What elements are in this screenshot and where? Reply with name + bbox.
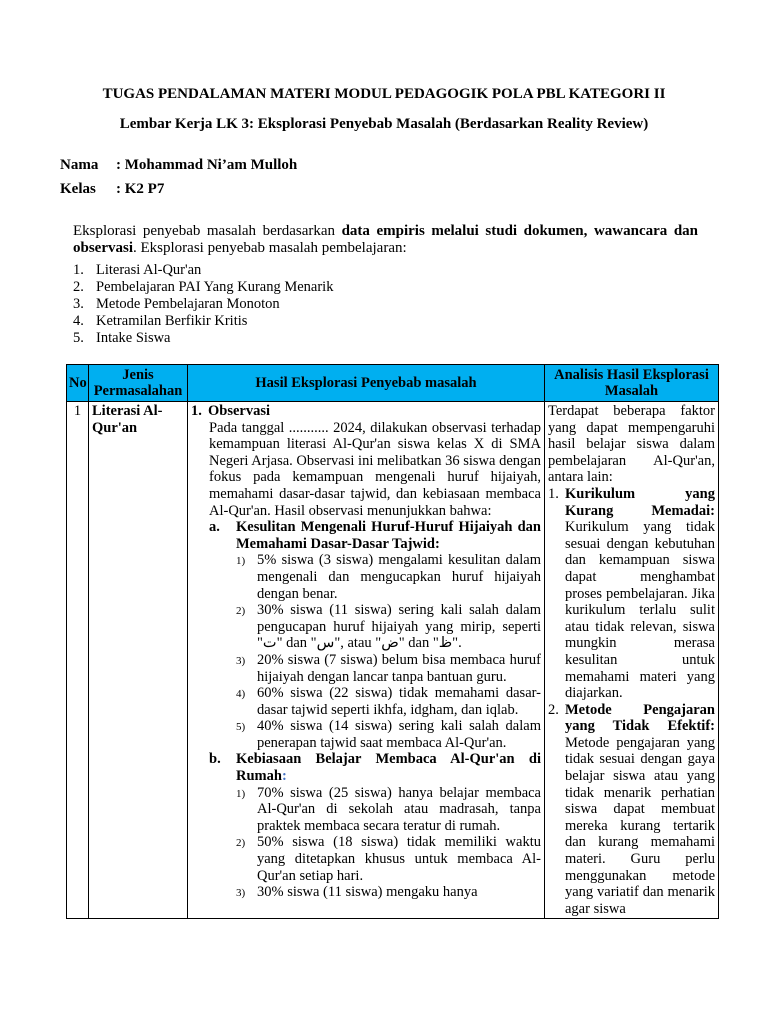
problem-item: 2. Pembelajaran PAI Yang Kurang Menarik xyxy=(73,279,334,295)
intro-paragraph xyxy=(73,223,698,257)
section-a-points xyxy=(236,552,541,751)
header-hasil: Hasil Eksplorasi Penyebab masalah xyxy=(188,365,545,402)
analysis-intro: Terdapat beberapa faktor yang dapat mempengaruhi hasil belajar siswa dalam pembelajaran Al-Qur'an, antara lain: xyxy=(548,403,715,486)
list-item: 1) 70% siswa (25 siswa) hanya belajar membaca Al-Qur'an di sekolah atau madrasah, tanpa praktek membaca secara teratur di rumah. xyxy=(236,784,541,834)
section-heading-a: a. Kesulitan Mengenali Huruf-Huruf Hijaiyah dan Memahami Dasar-Dasar Tajwid: xyxy=(209,519,541,552)
header-analisis: Analisis Hasil Eksplorasi Masalah xyxy=(545,365,719,402)
observation-heading: 1. Observasi xyxy=(191,403,271,419)
intro-text: Eksplorasi penyebab masalah berdasarkan xyxy=(73,223,342,239)
class-value: : K2 P7 xyxy=(116,181,165,197)
class-label: Kelas xyxy=(60,181,96,197)
problem-list xyxy=(73,262,333,347)
list-item: 5) 40% siswa (14 siswa) sering kali salah dalam penerapan tajwid saat membaca Al-Qur'an. xyxy=(236,718,541,751)
name-row xyxy=(60,157,297,174)
observation-text: Pada tanggal ........... 2024, dilakukan observasi terhadap kemampuan literasi Al-Qur'an siswa kelas X di SMA Negeri Arjasa. Observasi ini melibatkan 36 siswa dengan fokus pada kemampuan mengenali huruf hijaiyah, memahami dasar-dasar tajwid, dan kebiasaan membaca Al-Qur'an. Hasil observasi menunjukkan bahwa: xyxy=(209,419,541,519)
table-header-row xyxy=(67,365,719,402)
list-item: 4) 60% siswa (22 siswa) tidak memahami dasar-dasar tajwid seperti ikhfa, idgham, dan iqlab. xyxy=(236,685,541,718)
row-problem-type: Literasi Al-Qur'an xyxy=(89,402,188,919)
problem-item: 1. Literasi Al-Qur'an xyxy=(73,262,202,278)
list-item: 2) 50% siswa (18 siswa) tidak memiliki waktu yang ditetapkan khusus untuk membaca Al-Qur'an setiap hari. xyxy=(236,834,541,884)
exploration-table xyxy=(66,364,719,919)
row-number: 1 xyxy=(67,402,89,919)
intro-bold-text: data empiris melalui studi dokumen, wawancara dan observasi xyxy=(73,223,698,256)
document-title: TUGAS PENDALAMAN MATERI MODUL PEDAGOGIK POLA PBL KATEGORI II xyxy=(102,86,666,102)
row-analysis xyxy=(545,402,719,919)
name-label: Nama xyxy=(60,157,99,173)
name-value: : Mohammad Ni’am Mulloh xyxy=(116,157,298,173)
list-item: 3) 20% siswa (7 siswa) belum bisa membaca huruf hijaiyah dengan lancar tanpa bantuan guru. xyxy=(236,651,541,685)
analysis-item: 1. Kurikulum yang Kurang Memadai: Kurikulum yang tidak sesuai dengan kebutuhan dan kemampuan siswa dapat menghambat proses pembelajaran. Jika kurikulum terlalu sulit atau tidak relevan, siswa mungkin merasa kesulitan untuk memahami materi yang diajarkan. xyxy=(548,485,715,702)
document-subtitle: Lembar Kerja LK 3: Eksplorasi Penyebab Masalah (Berdasarkan Reality Review) xyxy=(119,116,649,132)
list-item: 2) 30% siswa (11 siswa) sering kali salah dalam pengucapan huruf hijaiyah yang mirip, seperti "ت" dan "س", atau "ض" dan "ظ". xyxy=(236,602,541,652)
header-no: No xyxy=(67,365,89,402)
list-item: 3) 30% siswa (11 siswa) mengaku hanya xyxy=(236,884,478,901)
problem-item: 4. Ketramilan Berfikir Kritis xyxy=(73,313,248,329)
class-row xyxy=(60,181,164,198)
list-item: 1) 5% siswa (3 siswa) mengalami kesulitan dalam mengenali dan mengucapkan huruf hijaiyah dengan benar. xyxy=(236,552,541,602)
analysis-item: 2. Metode Pengajaran yang Tidak Efektif: Metode pengajaran yang tidak sesuai dengan gaya belajar siswa atau yang tidak menarik perhatian siswa dapat membuat mereka kurang tertarik dan kurang memahami materi. Guru perlu menggunakan metode yang variatif dan menarik agar siswa xyxy=(548,701,715,917)
row-exploration-result xyxy=(188,402,545,919)
section-b-points xyxy=(236,785,541,902)
header-jenis: Jenis Permasalahan xyxy=(89,365,188,402)
intro-text-end: . Eksplorasi penyebab masalah pembelajaran: xyxy=(133,240,407,256)
problem-item: 5. Intake Siswa xyxy=(73,330,171,346)
section-heading-b: b. Kebiasaan Belajar Membaca Al-Qur'an di Rumah: xyxy=(209,751,541,785)
table-row xyxy=(67,402,719,919)
problem-item: 3. Metode Pembelajaran Monoton xyxy=(73,296,280,312)
